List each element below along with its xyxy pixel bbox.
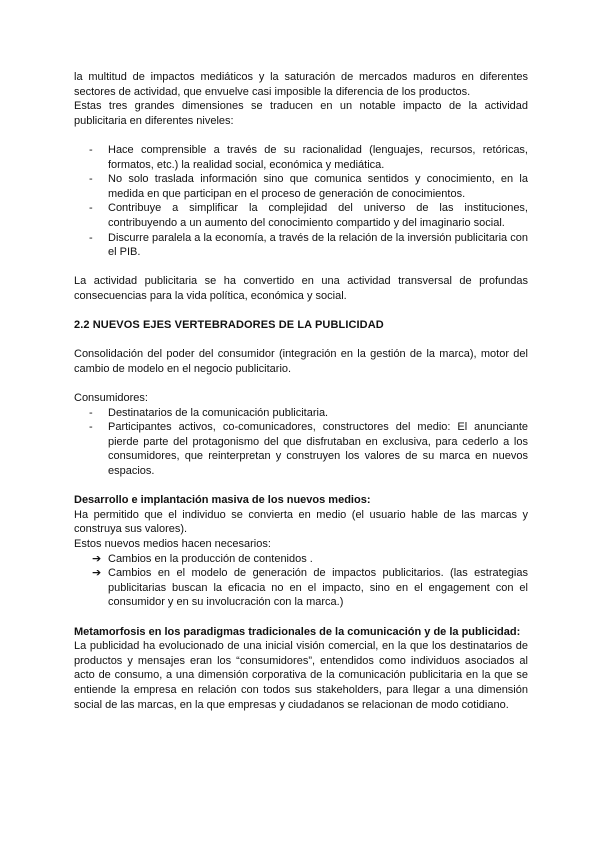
consumers-label: Consumidores: — [74, 392, 148, 405]
dash-bullet: - — [89, 231, 93, 244]
new-media-heading: Desarrollo e implantación masiva de los nuevos medios: — [74, 494, 371, 507]
new-media-intro: Estos nuevos medios hacen necesarios: — [74, 538, 271, 550]
list-item: - Destinatarios de la comunicación publicitaria. — [89, 406, 329, 419]
consolidation-paragraph: Consolidación del poder del consumidor (integración en la gestión de la marca), motor del cambio de modelo en el negocio publicitario. — [74, 348, 528, 375]
metamorphosis-heading: Metamorfosis en los paradigmas tradicionales de la comunicación y de la publicidad: — [74, 625, 521, 638]
new-media-list — [74, 552, 528, 610]
list-item: - Contribuye a simplificar la complejidad del universo de las instituciones, contribuyendo a un aumento del conocimiento compartido y del imaginario social. — [89, 202, 528, 229]
new-media-paragraph: Ha permitido que el individuo se convierta en medio (el usuario hable de las marcas y construya sus valores). — [74, 508, 528, 536]
arrow-bullet-icon: ➔ — [92, 567, 102, 580]
dash-bullet: - — [89, 202, 93, 215]
transversal-paragraph: La actividad publicitaria se ha convertido en una actividad transversal de profundas consecuencias para la vida política, económica y social. — [74, 275, 528, 302]
list-item: - Participantes activos, co-comunicadores, constructores del medio: El anunciante pierde parte del protagonismo del que disfrutaban en exclusiva, para cederlo a los consumidores, que reinterpretan y construyen los valores de su marca en nuevos espacios. — [89, 421, 528, 478]
dash-bullet: - — [89, 406, 93, 419]
list-item: - Hace comprensible a través de su racionalidad (lenguajes, recursos, retóricas, formatos, etc.) la realidad social, económica y mediática. — [89, 143, 528, 171]
dash-bullet: - — [89, 143, 93, 156]
intro-paragraph: la multitud de impactos mediáticos y la saturación de mercados maduros en diferentes sectores de actividad, que envuelve casi imposible la diferencia de los productos. — [74, 71, 528, 98]
section-heading: 2.2 NUEVOS EJES VERTEBRADORES DE LA PUBLICIDAD — [74, 319, 384, 332]
intro-levels-paragraph: Estas tres grandes dimensiones se traducen en un notable impacto de la actividad publicitaria en diferentes niveles: — [74, 100, 528, 127]
list-item: - No solo traslada información sino que comunica sentidos y conocimiento, en la medida en que participan en el proceso de generación de conocimientos. — [89, 173, 528, 200]
dash-bullet: - — [89, 421, 93, 434]
arrow-bullet-icon: ➔ — [92, 552, 102, 565]
list-item: ➔ Cambios en el modelo de generación de impactos publicitarios. (las estrategias publicitarias buscan la eficacia no en el impacto, sino en el engagement con el consumidor y en su involucración con la marca.) — [92, 567, 528, 609]
dash-bullet: - — [89, 173, 93, 186]
list-item: ➔ Cambios en la producción de contenidos . — [92, 552, 313, 565]
consumers-list — [74, 406, 528, 479]
list-item: - Discurre paralela a la economía, a través de la relación de la inversión publicitaria con el PIB. — [89, 231, 528, 259]
metamorphosis-paragraph: La publicidad ha evolucionado de una inicial visión comercial, en la que los destinatarios de productos y mensajes eran los “consumidores”, entendidos como individuos asociados al acto de consumo, a una dimensión corporativa de la comunicación publicitaria en la que se entiende la empresa en relación con todos sus stakeholders, para llegar a una dimensión social de las marcas, en la que empresas y ciudadanos se relacionan de modo cotidiano. — [74, 640, 528, 711]
levels-list — [74, 143, 528, 260]
